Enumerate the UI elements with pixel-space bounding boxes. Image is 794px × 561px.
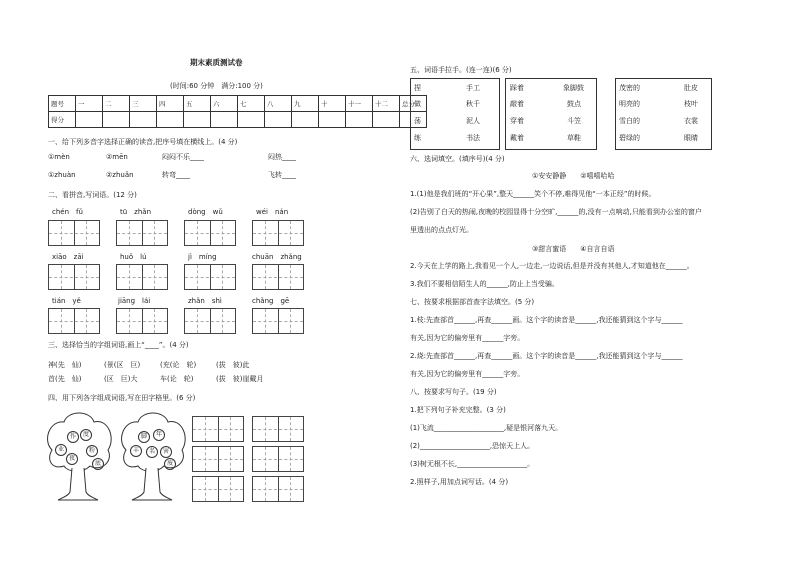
q3-choice[interactable]: (景(区 巨): [104, 361, 141, 369]
writing-grid[interactable]: [252, 220, 304, 246]
match-item[interactable]: 戴着: [510, 134, 524, 142]
q6-sentence[interactable]: 2.今天在上学的路上,我看见一个人,一边走,一边说话,但是并没有其他人,才知道他在______。: [410, 262, 694, 270]
score-input[interactable]: [373, 112, 400, 128]
q3-choice[interactable]: (拔 彼)此: [216, 361, 250, 369]
score-input[interactable]: [211, 112, 238, 128]
match-item[interactable]: 捏: [414, 84, 421, 92]
q3-title: 三、选择恰当的字组词语,画上“____”。(4 分): [48, 341, 189, 349]
q8-title: 八、按要求写句子。(19 分): [410, 388, 497, 396]
pinyin-label: xiāo zāi: [52, 253, 84, 261]
score-input[interactable]: [184, 112, 211, 128]
writing-grid[interactable]: [116, 264, 168, 290]
q1-blank[interactable]: 飞转____: [268, 171, 296, 179]
answer-grid[interactable]: [192, 446, 244, 472]
q6-title: 六、选词填空。(填序号)(4 分): [410, 155, 505, 163]
tree-char: 年: [153, 429, 165, 441]
tree-char: 废: [164, 458, 176, 470]
match-item[interactable]: 泥人: [466, 117, 480, 125]
score-input[interactable]: [130, 112, 157, 128]
tree-char: 作: [67, 431, 79, 443]
writing-grid[interactable]: [116, 220, 168, 246]
score-cell: 题号: [49, 96, 76, 112]
answer-grid[interactable]: [252, 416, 304, 442]
q3-choice[interactable]: (区 巨)大: [104, 375, 138, 383]
score-table: [48, 95, 427, 128]
score-cell: 九: [292, 96, 319, 112]
score-cell: 得分: [49, 112, 76, 128]
q6-options: ①安安静静 ②嘻嘻哈哈: [532, 172, 615, 180]
q1-blank[interactable]: 闷闷不乐____: [162, 153, 204, 161]
pinyin-label: zhǎn shì: [188, 297, 222, 305]
writing-grid[interactable]: [48, 264, 100, 290]
q7-title: 七、按要求根据部首查字法填空。(5 分): [410, 298, 535, 306]
match-item[interactable]: 衣裳: [684, 117, 698, 125]
score-cell: 四: [157, 96, 184, 112]
q3-choice[interactable]: (充(论 轮): [160, 361, 197, 369]
page-subtitle: (时间:60 分钟 满分:100 分): [170, 82, 263, 90]
q6-sentence: 里透出的点点灯光。: [410, 226, 473, 234]
answer-grid[interactable]: [252, 476, 304, 502]
score-input[interactable]: [76, 112, 103, 128]
q8-subtitle: 2.照样子,用加点词写话。(4 分): [410, 478, 509, 486]
q4-title: 四、用下列各字组成词语,写在田字格里。(6 分): [48, 394, 196, 402]
pinyin-label: jì míng: [188, 253, 217, 261]
tree-char: 底: [92, 458, 104, 470]
q1-title: 一、给下列多音字选择正确的读音,把序号填在横线上。(4 分): [48, 138, 238, 146]
score-input[interactable]: [238, 112, 265, 128]
pinyin-label: chǎng gē: [252, 297, 290, 305]
match-item[interactable]: 鼓点: [567, 100, 581, 108]
matching-box: [410, 78, 500, 150]
tree-char: 夜: [66, 453, 78, 465]
tree-char: 害: [160, 446, 172, 458]
q7-line[interactable]: 1.枝:先查部首______,再查______画。这个字的读音是______,我还能猜到这个字与______: [410, 316, 683, 324]
q8-line[interactable]: (1)飞流____________________,疑是银河落九天。: [410, 424, 563, 432]
score-cell: 十: [319, 96, 346, 112]
score-input[interactable]: [292, 112, 319, 128]
score-input[interactable]: [157, 112, 184, 128]
score-cell: 一: [76, 96, 103, 112]
score-cell: 五: [184, 96, 211, 112]
writing-grid[interactable]: [184, 308, 236, 334]
pinyin-label: tián yě: [52, 297, 81, 305]
q5-title: 五、词语手拉手。(连一连)(6 分): [410, 66, 512, 74]
q2-title: 二、看拼音,写词语。(12 分): [48, 191, 137, 199]
match-item[interactable]: 斗笠: [567, 117, 581, 125]
match-item[interactable]: 碧绿的: [619, 134, 640, 142]
pinyin-label: huǒ lú: [120, 253, 147, 261]
tree-char: 粉: [86, 445, 98, 457]
writing-grid[interactable]: [184, 264, 236, 290]
pinyin-label: chuān zhǎng: [252, 253, 302, 261]
match-item[interactable]: 明亮的: [619, 100, 640, 108]
score-input[interactable]: [103, 112, 130, 128]
match-item[interactable]: 茂密的: [619, 84, 640, 92]
q8-line[interactable]: (2)____________________,恐惊天上人。: [410, 442, 535, 450]
tree-char: 业: [55, 444, 67, 456]
q6-sentence[interactable]: 1.(1)他是我们班的“开心果”,整天______笑个不停,难得见他“一本正经”的时候。: [410, 190, 656, 198]
match-item[interactable]: 穿着: [510, 117, 524, 125]
q6-sentence[interactable]: (2)告别了白天的热闹,夜晚的校园显得十分空旷,______的,没有一点响动,只能看到办公室的窗户: [410, 208, 702, 216]
q6-options: ③甜言蜜语 ④自言自语: [532, 245, 615, 253]
tree-char: 脚: [138, 431, 150, 443]
q3-choice[interactable]: 车(论 轮): [160, 375, 194, 383]
writing-grid[interactable]: [116, 308, 168, 334]
answer-grid[interactable]: [192, 476, 244, 502]
match-item[interactable]: 书法: [466, 134, 480, 142]
match-item[interactable]: 练: [414, 134, 421, 142]
page-title: 期末素质测试卷: [190, 58, 243, 67]
match-item[interactable]: 秋千: [466, 100, 480, 108]
score-cell: 八: [265, 96, 292, 112]
q1-option: ①mèn: [48, 153, 70, 161]
score-input[interactable]: [346, 112, 373, 128]
q8-subtitle: 1.把下列句子补充完整。(3 分): [410, 406, 506, 414]
match-item[interactable]: 肚皮: [684, 84, 698, 92]
tree-char: 名: [146, 446, 158, 458]
match-item[interactable]: 踩着: [510, 84, 524, 92]
q8-line[interactable]: (3)树无根不长,____________________。: [410, 460, 535, 468]
score-input[interactable]: [265, 112, 292, 128]
match-item[interactable]: 荡: [414, 117, 421, 125]
match-item[interactable]: 眼睛: [684, 134, 698, 142]
writing-grid[interactable]: [48, 308, 100, 334]
writing-grid[interactable]: [184, 220, 236, 246]
match-item[interactable]: 象脚鼓: [563, 84, 584, 92]
tree-char: 度: [80, 429, 92, 441]
q1-blank[interactable]: 转弯____: [162, 171, 190, 179]
writing-grid[interactable]: [252, 308, 304, 334]
score-cell: 十一: [346, 96, 373, 112]
pinyin-label: wéi nán: [256, 208, 289, 216]
q3-choice[interactable]: 首(先 仙): [48, 375, 82, 383]
q1-blank[interactable]: 闷热____: [268, 153, 296, 161]
match-item[interactable]: 手工: [466, 84, 480, 92]
q7-line[interactable]: 有关,因为它的偏旁里有______字旁。: [410, 370, 525, 378]
match-item[interactable]: 敲着: [510, 100, 524, 108]
q7-line[interactable]: 有关,因为它的偏旁里有______字旁。: [410, 334, 525, 342]
tree-illustration: [42, 410, 116, 502]
match-item[interactable]: 枝叶: [684, 100, 698, 108]
score-cell: 七: [238, 96, 265, 112]
score-cell: 二: [103, 96, 130, 112]
pinyin-label: chén fǔ: [52, 208, 83, 216]
score-cell: 十二: [373, 96, 400, 112]
pinyin-label: tū zhǎn: [120, 208, 152, 216]
q1-option: ②zhuǎn: [106, 171, 134, 179]
q6-sentence[interactable]: 3.我们不要相信陌生人的______,防止上当受骗。: [410, 280, 559, 288]
answer-grid[interactable]: [192, 416, 244, 442]
match-item[interactable]: 草鞋: [567, 134, 581, 142]
answer-grid[interactable]: [252, 446, 304, 472]
score-input[interactable]: [319, 112, 346, 128]
pinyin-label: dòng wǔ: [188, 208, 223, 216]
q1-option: ①zhuàn: [48, 171, 76, 179]
score-cell: 总分: [400, 96, 427, 112]
pinyin-label: jiāng lái: [118, 297, 151, 305]
q3-choice[interactable]: (拔 彼)崖戴月: [216, 375, 264, 383]
tree-char: 丰: [130, 445, 142, 457]
q1-option: ②mēn: [106, 153, 128, 161]
match-item[interactable]: 雪白的: [619, 117, 640, 125]
match-item[interactable]: 做: [414, 100, 421, 108]
q3-choice[interactable]: 神(先 仙): [48, 361, 82, 369]
q7-line[interactable]: 2.烧:先查部首______,再查______画。这个字的读音是______,我还能猜到这个字与______: [410, 352, 683, 360]
writing-grid[interactable]: [252, 264, 304, 290]
writing-grid[interactable]: [48, 220, 100, 246]
score-cell: 六: [211, 96, 238, 112]
score-cell: 三: [130, 96, 157, 112]
